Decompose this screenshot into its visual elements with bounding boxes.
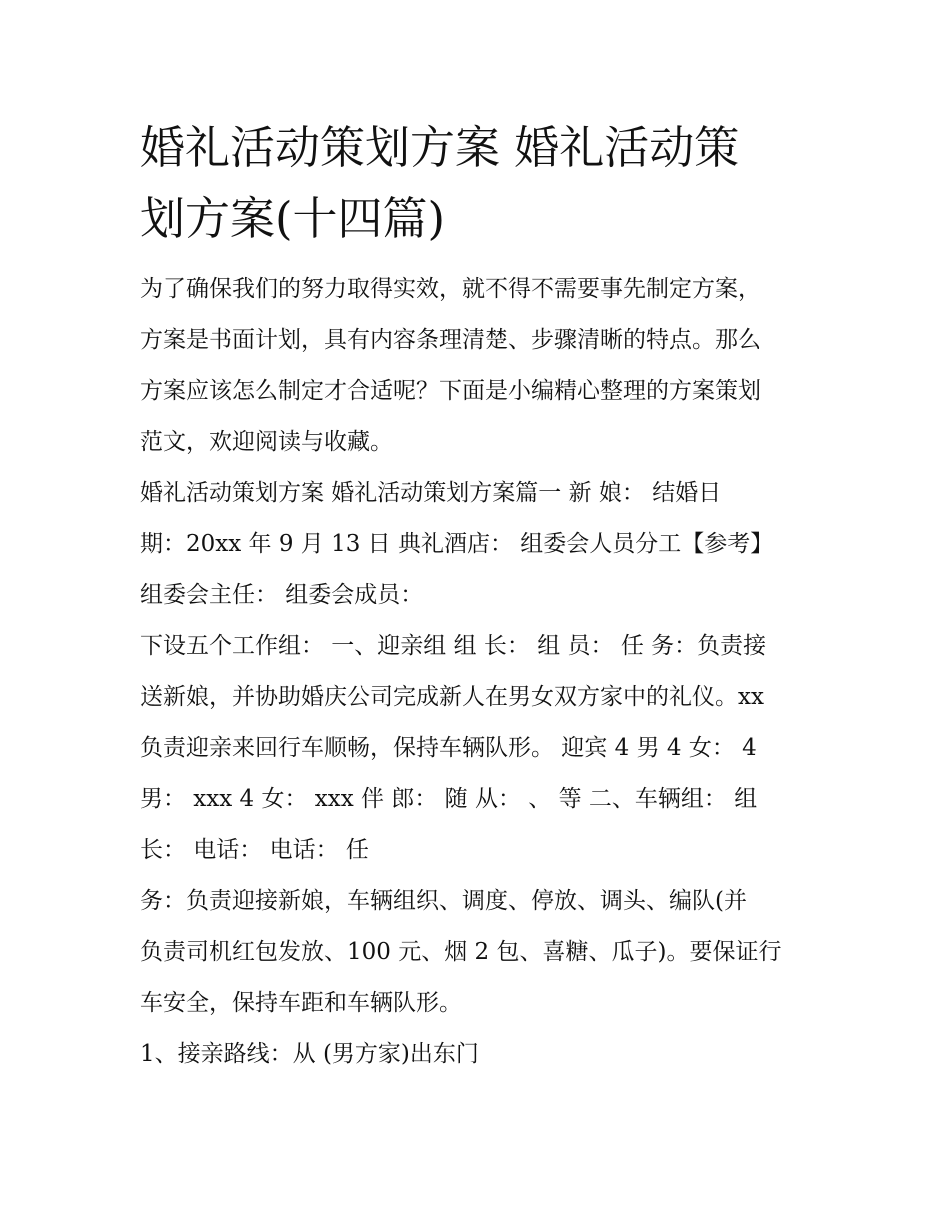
body-line: 车安全，保持车距和车辆队形。 <box>140 990 462 1016</box>
body-line: 1、接亲路线：从 (男方家)出东门 <box>140 1041 479 1067</box>
document-title <box>140 112 815 254</box>
body-line: 下设五个工作组： 一、迎亲组 组 长： 组 员： 任 务：负责接 <box>140 633 767 659</box>
body-line: 长： 电话： 电话： 任 <box>140 837 369 863</box>
body-line: 方案应该怎么制定才合适呢？下面是小编精心整理的方案策划 <box>140 378 761 404</box>
title-line: 划方案(十四篇) <box>140 192 446 245</box>
title-line: 婚礼活动策划方案 婚礼活动策 <box>140 121 740 174</box>
body-line: 方案是书面计划，具有内容条理清楚、步骤清晰的特点。那么 <box>140 327 761 353</box>
body-line: 为了确保我们的努力取得实效，就不得不需要事先制定方案， <box>140 276 761 302</box>
body-line: 范文，欢迎阅读与收藏。 <box>140 429 393 455</box>
body-line: 组委会主任： 组委会成员： <box>140 582 424 608</box>
body-line: 期：20xx 年 9 月 13 日 典礼酒店： 组委会人员分工【参考】 <box>140 531 774 557</box>
body-line: 负责司机红包发放、100 元、烟 2 包、喜糖、瓜子)。要保证行 <box>140 939 782 965</box>
document-content <box>140 112 815 1080</box>
body-line: 负责迎亲来回行车顺畅，保持车辆队形。 迎宾 4 男 4 女： 4 <box>140 735 757 761</box>
body-line: 务：负责迎接新娘，车辆组织、调度、停放、调头、编队(并 <box>140 888 747 914</box>
body-line: 送新娘，并协助婚庆公司完成新人在男女双方家中的礼仪。xx <box>140 684 764 710</box>
body-line: 男： xxx 4 女： xxx 伴 郎： 随 从： 、 等 二、车辆组： 组 <box>140 786 758 812</box>
document-body <box>140 264 815 1080</box>
body-line: 婚礼活动策划方案 婚礼活动策划方案篇一 新 娘： 结婚日 <box>140 480 722 506</box>
